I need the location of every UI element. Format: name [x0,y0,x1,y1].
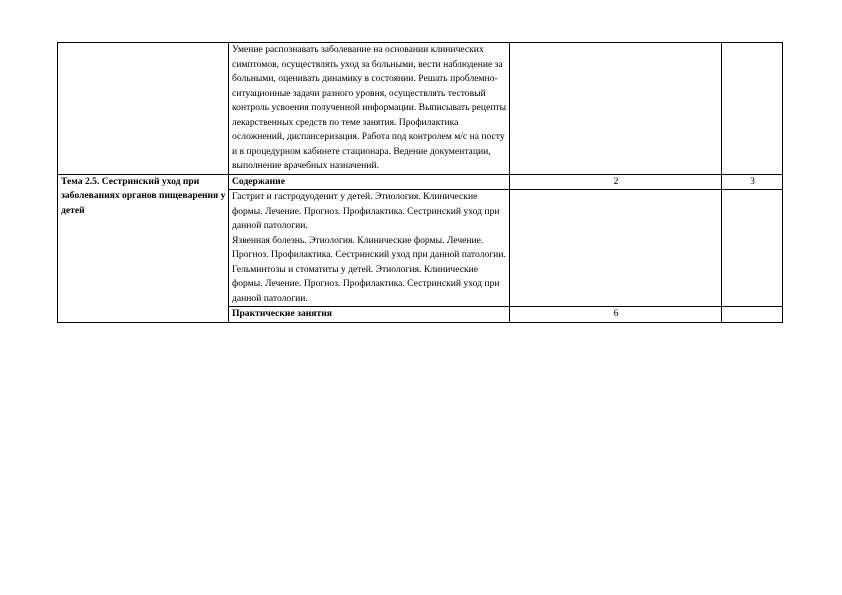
topic-cell-empty [58,43,229,175]
skills-text: Умение распознавать заболевание на основании клинических симптомов, осуществлять уход за больными, вести наблюдение за больными, оценивать динамику в состоянии. Решать проблемно-ситуационные задачи разного уровня, осуществлять тестовый контроль усвоения полученной информации. Выписывать рецепты лекарственных средств по теме занятия. Профилактика осложнений, диспансеризация. Работа под контролем м/с на посту и в процедурном кабинете стационара. Ведение документации, выполнение врачебных назначений. [232,44,507,171]
details-item-ulcer: Язвенная болезнь. Этиология. Клинические формы. Лечение. Прогноз. Профилактика. Сестринский уход при данной патологии. [232,234,506,260]
details-hours-cell-empty [510,190,722,307]
topic-title: Тема 2.5. Сестринский уход при заболеваниях органов пищеварения у детей [61,175,226,216]
table-row-skills [58,43,783,175]
content-label-cell [229,174,510,190]
content-hours-cell [510,174,722,190]
practice-label-cell [229,307,510,323]
content-hours: 2 [613,175,619,187]
practice-hours-cell [510,307,722,323]
content-level-cell [722,174,783,190]
level-cell-empty [722,43,783,175]
content-level: 3 [750,175,755,187]
table-row-content-header [58,174,783,190]
practice-hours: 6 [613,308,619,319]
topic-cell [58,174,229,322]
hours-cell-empty [510,43,722,175]
details-level-cell-empty [722,190,783,307]
practice-level-cell [722,307,783,323]
content-label: Содержание [232,175,285,187]
practice-label: Практические занятия [232,308,332,319]
details-item-gastritis: Гастрит и гастродуоденит у детей. Этиология. Клинические формы. Лечение. Прогноз. Профилактика. Сестринский уход при данной патологии. [232,191,500,231]
skills-cell [229,43,510,175]
details-cell [229,190,510,307]
curriculum-table [57,42,783,323]
details-item-helminthiasis: Гельминтозы и стоматиты у детей. Этиология. Клинические формы. Лечение. Прогноз. Профилактика. Сестринский уход при данной патологии. [232,263,500,304]
